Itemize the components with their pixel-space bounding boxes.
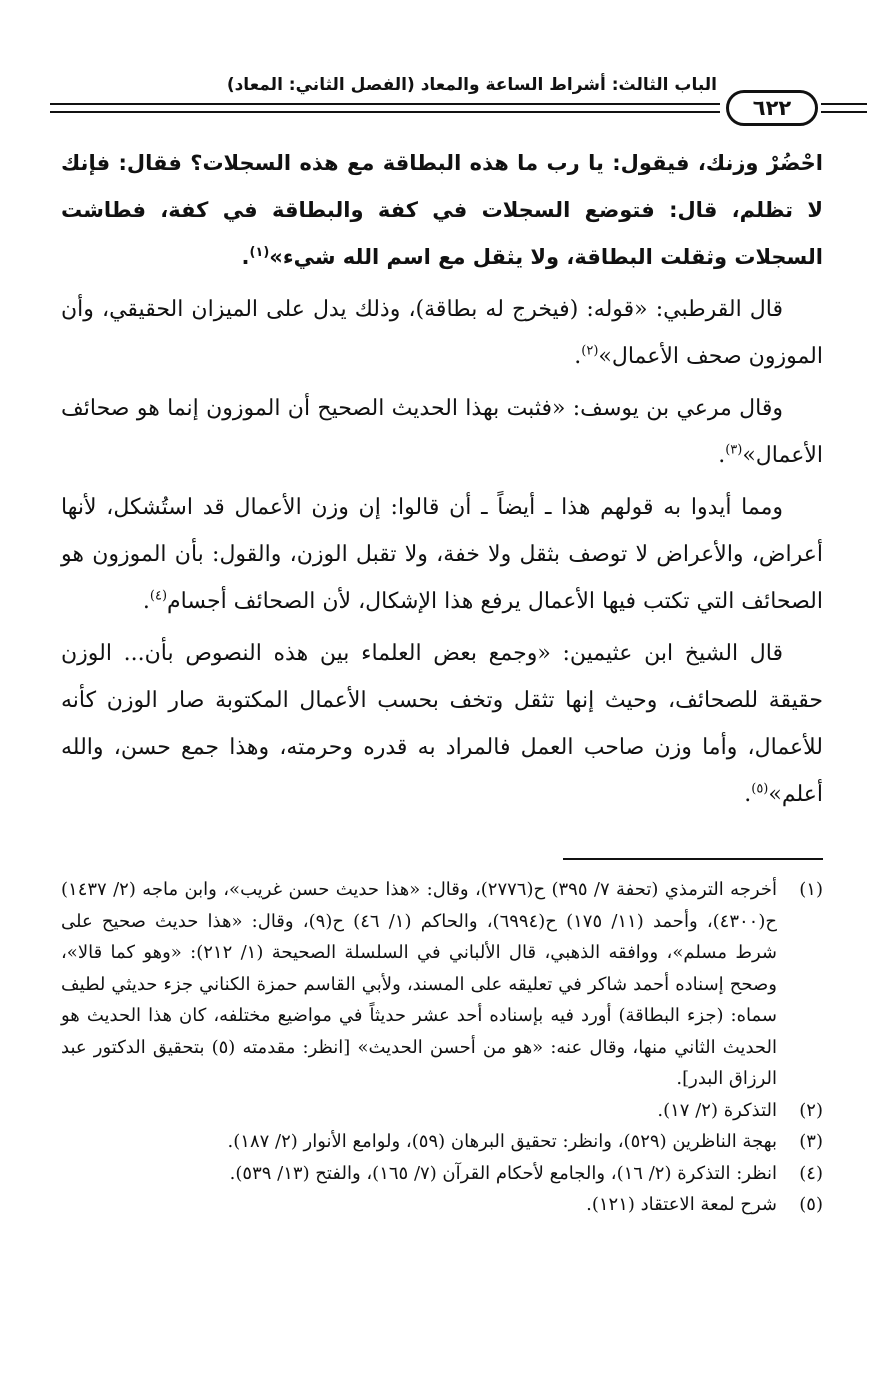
footnote-number: (٢) (799, 1099, 823, 1121)
body-paragraph: قال القرطبي: «قوله: (فيخرج له بطاقة)، وذلك يدل على الميزان الحقيقي، وأن الموزون صحف الأعمال»$^{(٢)}$. (61, 297, 823, 369)
footnote-item (61, 1095, 823, 1127)
footnote-item (61, 1126, 823, 1158)
footnote-text: انظر: التذكرة (٢/ ١٦)، والجامع لأحكام القرآن (٧/ ١٦٥)، والفتح (١٣/ ٥٣٩). (229, 1162, 777, 1184)
footnote-ref: (٣) (725, 442, 743, 458)
footnote-ref: (١) (249, 245, 270, 260)
footnote-item (61, 1158, 823, 1190)
footnote-number: (١) (799, 879, 823, 900)
footnote-number: (٥) (799, 1194, 823, 1215)
header-rule-lower (50, 111, 720, 113)
body-paragraph: ومما أيدوا به قولهم هذا ـ أيضاً ـ أن قالوا: إن وزن الأعمال قد استُشكل، لأنها أعراض، والأعراض لا توصف بثقل ولا خفة، ولا تقبل الوزن، والقول: بأن الموزون هو الصحائف التي تكتب فيها الأعمال يرفع هذا الإشكال، لأن الصحائف أجسام$^{(٤)}$. (61, 495, 823, 614)
running-header-title: الباب الثالث: أشراط الساعة والمعاد (الفصل الثاني: المعاد) (226, 75, 717, 95)
body-paragraph: وقال مرعي بن يوسف: «فثبت بهذا الحديث الصحيح أن الموزون إنما هو صحائف الأعمال»$^{(٣)}$. (61, 396, 823, 468)
footnote-text: أخرجه الترمذي (تحفة ٧/ ٣٩٥) ح(٢٧٧٦)، وقال: «هذا حديث حسن غريب»، وابن ماجه (٢/ ١٤٣٧) ح(٤٣٠٠)، وأحمد (١١/ ١٧٥) ح(٦٩٩٤)، والحاكم (١/ ٤٦) ح(٩)، وقال: «هذا حديث صحيح على شرط مسلم»، ووافقه الذهبي، قال الألباني في السلسلة الصحيحة (١/ ٢١٢): «وهو كما قالا»، وصحح إسناده أحمد شاكر في تعليقه على المسند، ولأبي القاسم حمزة الكناني جزء حديثي لطيف سماه: (جزء البطاقة) أورد فيه بإسناده أحد عشر حديثاً في مواضيع مختلفه، كان هذا الحديث هو الحديث الثاني منها، وقال عنه: «هو من أحسن الحديث» [انظر: مقدمته (٥) بتحقيق الدكتور عبد الرزاق البدر]. (61, 879, 777, 1089)
footnote-item (61, 874, 823, 1095)
footnote-separator (563, 858, 823, 860)
footnote-text: التذكرة (٢/ ١٧). (657, 1099, 777, 1121)
footnote-ref: (٢) (581, 343, 599, 359)
footnote-number: (٣) (799, 1131, 823, 1152)
main-body-text (61, 140, 823, 823)
body-paragraph: قال الشيخ ابن عثيمين: «وجمع بعض العلماء بين هذه النصوص بأن... الوزن حقيقة للصحائف، وحيث إنها تثقل وتخف بحسب الأعمال المكتوبة صار الوزن كأنه للأعمال، وأما وزن صاحب العمل فالمراد به قدره وحرمته، وهذا جمع حسن، والله أعلم»$^{(٥)}$. (61, 641, 823, 807)
header-rule-upper (50, 103, 720, 105)
footnote-number: (٤) (799, 1162, 823, 1184)
header-rule-right-lower (821, 111, 867, 113)
footnote-text: بهجة الناظرين (٥٢٩)، وانظر: تحقيق البرهان (٥٩)، ولوامع الأنوار (٢/ ١٨٧). (227, 1131, 777, 1152)
footnote-text: شرح لمعة الاعتقاد (١٢١). (586, 1194, 777, 1215)
footnotes (61, 874, 823, 1221)
hadith-paragraph: احْضُرْ وزنك، فيقول: يا رب ما هذه البطاقة مع هذه السجلات؟ فقال: فإنك لا تظلم، قال: فتوضع السجلات في كفة والبطاقة في كفة، فطاشت السجلات وثقلت البطاقة، ولا يثقل مع اسم الله شيء»$^{(١)}$. (61, 151, 823, 269)
footnote-item (61, 1189, 823, 1221)
header-rule-right-upper (821, 103, 867, 105)
page-number-badge: ٦٢٢ (726, 90, 818, 126)
footnote-ref: (٥) (751, 781, 769, 797)
footnote-ref: (٤) (149, 588, 168, 604)
